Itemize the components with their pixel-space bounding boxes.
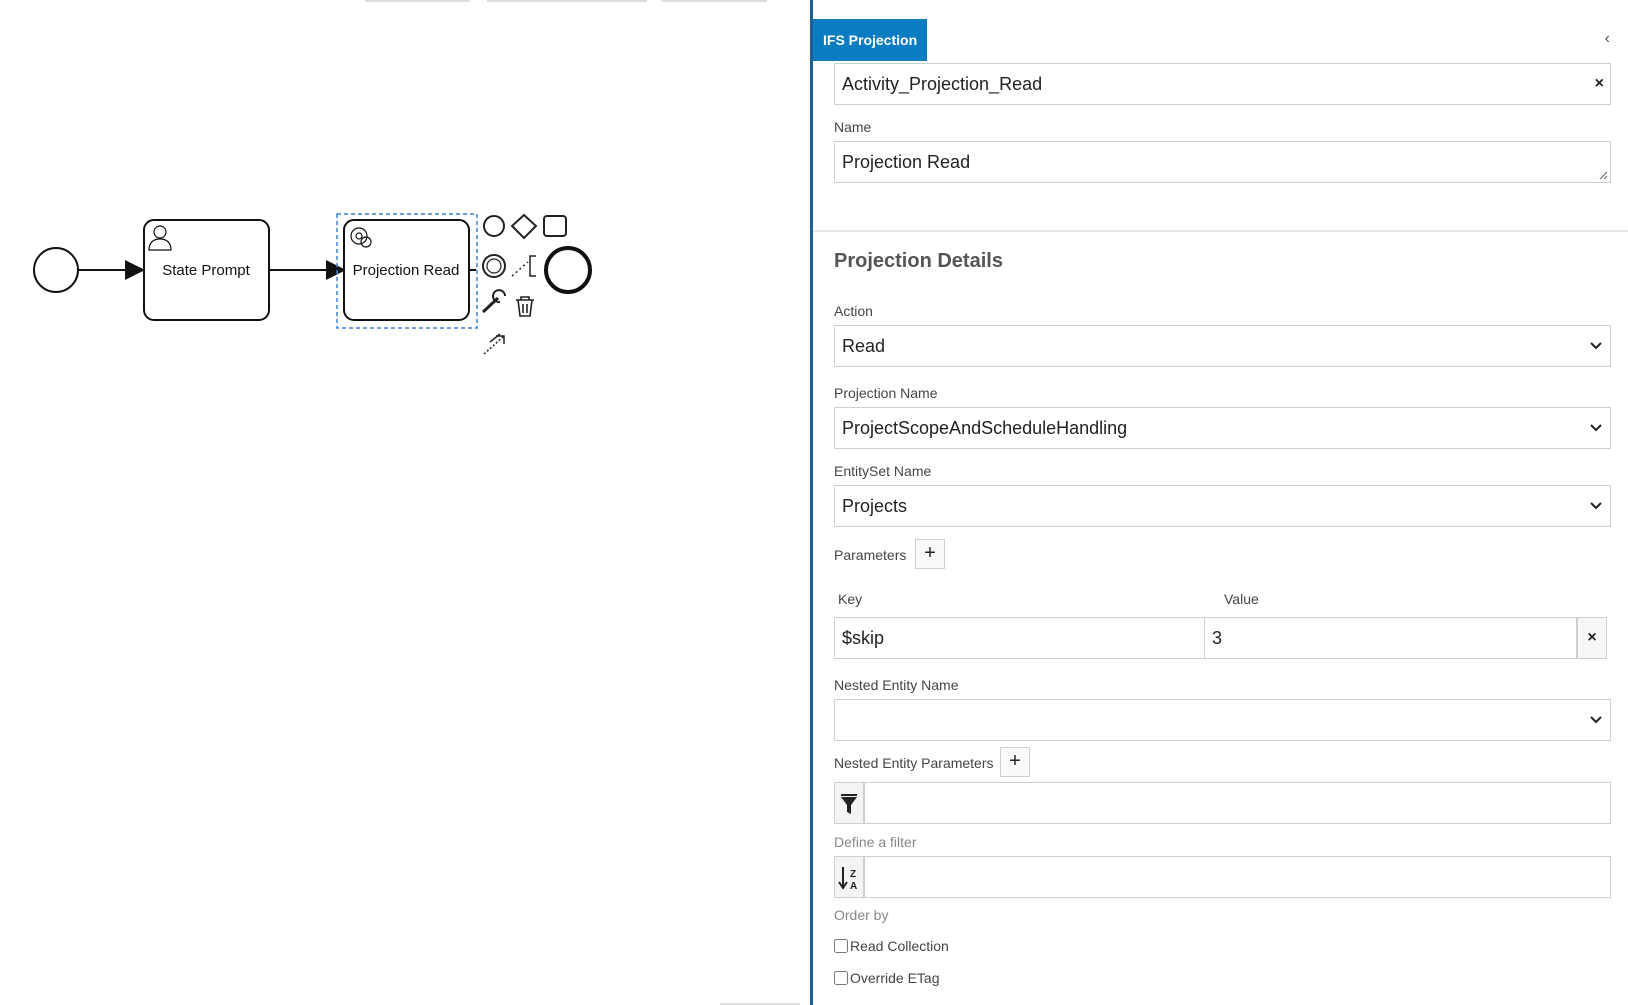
filter-hint: Define a filter <box>834 834 917 850</box>
key-header: Key <box>838 591 863 607</box>
entityset-value: Projects <box>842 496 908 516</box>
entityset-label: EntitySet Name <box>834 463 932 479</box>
param-value-value: 3 <box>1212 628 1223 648</box>
param-key-input[interactable] <box>834 617 1205 659</box>
filter-icon <box>834 782 864 824</box>
projection-name-select[interactable] <box>834 407 1611 449</box>
bpmn-canvas[interactable] <box>0 0 810 1005</box>
clear-id-button[interactable]: × <box>1594 75 1604 92</box>
read-collection-label: Read Collection <box>850 938 949 954</box>
task-label: Projection Read <box>352 262 460 279</box>
chevron-left-icon[interactable]: ‹ <box>1604 30 1610 47</box>
name-value: Projection Read <box>842 152 971 172</box>
section-divider <box>813 230 1628 232</box>
projection-name-label: Projection Name <box>834 385 938 401</box>
id-value: Activity_Projection_Read <box>842 74 1043 94</box>
projection-name-value: ProjectScopeAndScheduleHandling <box>842 418 1128 438</box>
override-etag-label: Override ETag <box>850 970 940 986</box>
chevron-down-icon <box>1588 408 1604 448</box>
action-value: Read <box>842 336 886 356</box>
filter-input[interactable] <box>864 782 1611 824</box>
properties-panel <box>810 0 1628 1005</box>
action-select[interactable] <box>834 325 1611 367</box>
start-event[interactable] <box>34 248 78 292</box>
order-by-input[interactable] <box>864 856 1611 898</box>
tab-ifs-projection[interactable]: IFS Projection <box>813 19 927 61</box>
name-field[interactable] <box>834 141 1611 183</box>
order-hint: Order by <box>834 907 889 923</box>
trash-icon[interactable] <box>516 297 534 316</box>
section-title: Projection Details <box>834 250 1003 272</box>
nested-params-label: Nested Entity Parameters <box>834 755 994 771</box>
append-task-icon[interactable] <box>544 216 566 236</box>
task-state-prompt[interactable] <box>144 220 269 320</box>
wrench-icon[interactable] <box>483 290 505 312</box>
read-collection-checkbox[interactable] <box>834 938 949 954</box>
param-value-input[interactable] <box>1204 617 1577 659</box>
read-collection-input[interactable] <box>834 939 848 953</box>
task-label: State Prompt <box>162 262 250 279</box>
end-event[interactable] <box>546 248 590 292</box>
action-label: Action <box>834 303 873 319</box>
append-intermediate-event-icon[interactable] <box>483 255 505 277</box>
entityset-select[interactable] <box>834 485 1611 527</box>
nested-entity-label: Nested Entity Name <box>834 677 959 693</box>
append-gateway-icon[interactable] <box>512 215 536 238</box>
svg-text:Z: Z <box>850 869 857 880</box>
append-event-icon[interactable] <box>484 216 504 236</box>
override-etag-input[interactable] <box>834 971 848 985</box>
param-key-value: $skip <box>842 628 885 648</box>
remove-parameter-button[interactable]: × <box>1577 617 1607 659</box>
svg-text:A: A <box>850 881 858 892</box>
connection-arrow-icon[interactable] <box>484 334 504 354</box>
connect-icon[interactable] <box>512 256 536 276</box>
id-field[interactable] <box>834 63 1611 105</box>
override-etag-checkbox[interactable] <box>834 970 939 986</box>
task-projection-read[interactable] <box>344 220 469 320</box>
name-label: Name <box>834 119 872 135</box>
add-nested-parameter-button[interactable]: + <box>1000 747 1030 777</box>
parameters-label: Parameters <box>834 547 907 563</box>
nested-entity-select[interactable] <box>834 699 1611 741</box>
add-parameter-button[interactable]: + <box>915 539 945 569</box>
sort-icon <box>834 856 864 898</box>
chevron-down-icon <box>1588 700 1604 740</box>
chevron-down-icon <box>1588 486 1604 526</box>
chevron-down-icon <box>1588 326 1604 366</box>
resize-handle-icon[interactable] <box>1598 170 1608 180</box>
value-header: Value <box>1224 591 1259 607</box>
